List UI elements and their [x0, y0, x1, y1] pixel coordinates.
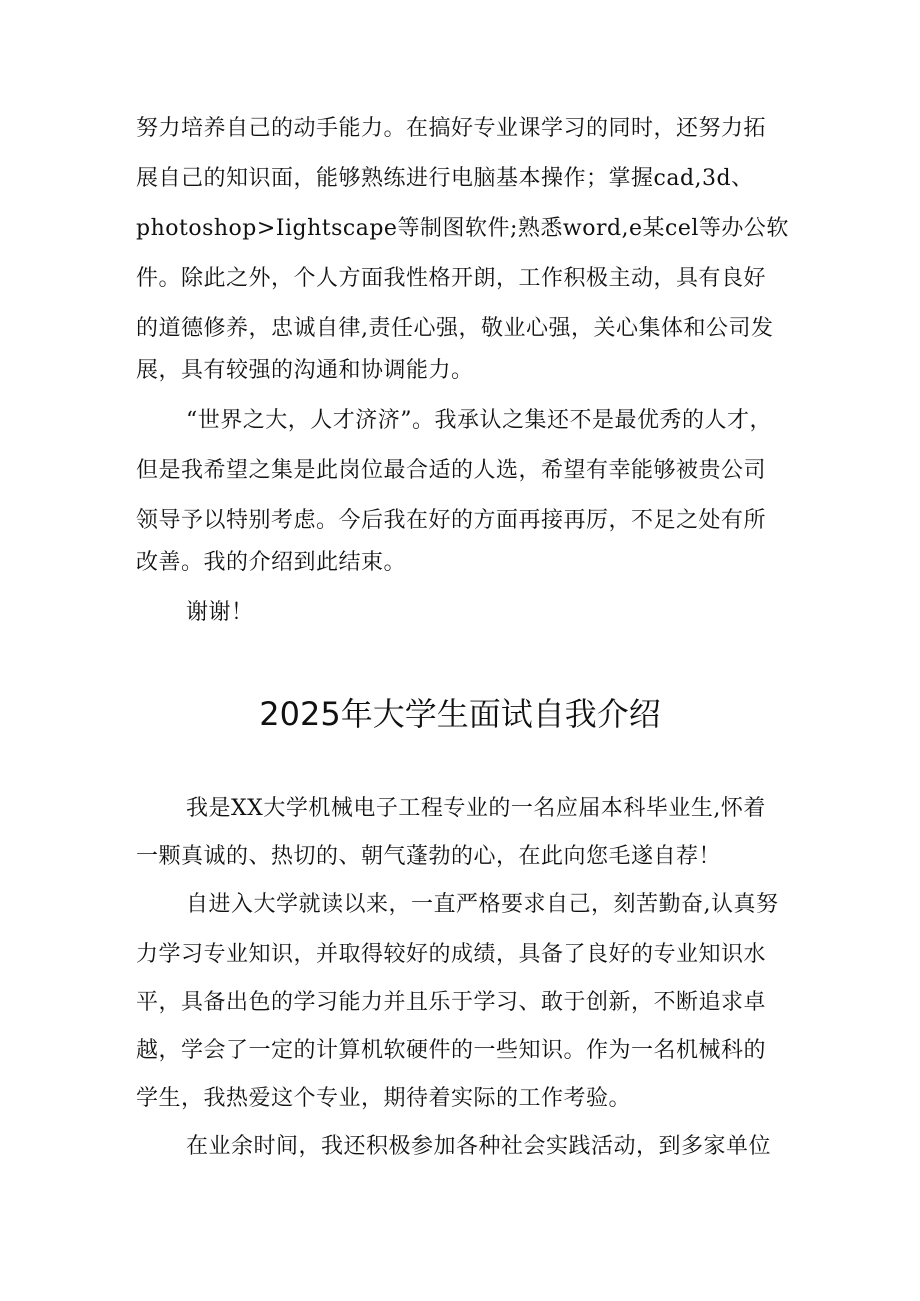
paragraph-line: 努力培养自己的动手能力。在搞好专业课学习的同时，还努力拓 [136, 116, 767, 141]
paragraph-line: 越，学会了一定的计算机软硬件的一些知识。作为一名机械科的 [136, 1038, 767, 1063]
paragraph-line: 平，具备出色的学习能力并且乐于学习、敢于创新，不断追求卓 [136, 990, 767, 1015]
paragraph-line: 展自己的知识面，能够熟练进行电脑基本操作；掌握cad,3d、 [136, 166, 754, 191]
paragraph-line: 但是我希望之集是此岗位最合适的人选，希望有幸能够被贵公司 [136, 458, 767, 483]
paragraph-line: 的道德修养，忠诚自律,责任心强，敬业心强，关心集体和公司发 [136, 316, 774, 341]
paragraph-line: 学生，我热爱这个专业，期待着实际的工作考验。 [136, 1086, 632, 1111]
page-title: 2025年大学生面试自我介绍 [259, 695, 661, 733]
paragraph-line: 展，具有较强的沟通和协调能力。 [136, 358, 474, 383]
paragraph-line: photoshop>Iightscape等制图软件;熟悉word,e某cel等办公软 [136, 216, 789, 241]
paragraph-line: 一颗真诚的、热切的、朝气蓬勃的心，在此向您毛遂自荐！ [136, 844, 722, 869]
paragraph-line: 改善。我的介绍到此结束。 [136, 550, 407, 575]
paragraph-line: 我是XX大学机械电子工程专业的一名应届本科毕业生,怀着 [186, 796, 766, 821]
paragraph-line: “世界之大，人才济济”。我承认之集还不是最优秀的人才， [186, 408, 772, 433]
paragraph-line: 件。除此之外，个人方面我性格开朗，工作积极主动，具有良好 [136, 266, 767, 291]
paragraph-line: 自进入大学就读以来，一直严格要求自己，刻苦勤奋,认真努 [186, 892, 779, 917]
paragraph-line: 领导予以特别考虑。今后我在好的方面再接再厉，不足之处有所 [136, 508, 767, 533]
closing-thanks: 谢谢！ [186, 600, 254, 625]
paragraph-line: 在业余时间，我还积极参加各种社会实践活动，到多家单位 [186, 1134, 772, 1159]
paragraph-line: 力学习专业知识，并取得较好的成绩，具备了良好的专业知识水 [136, 942, 767, 967]
